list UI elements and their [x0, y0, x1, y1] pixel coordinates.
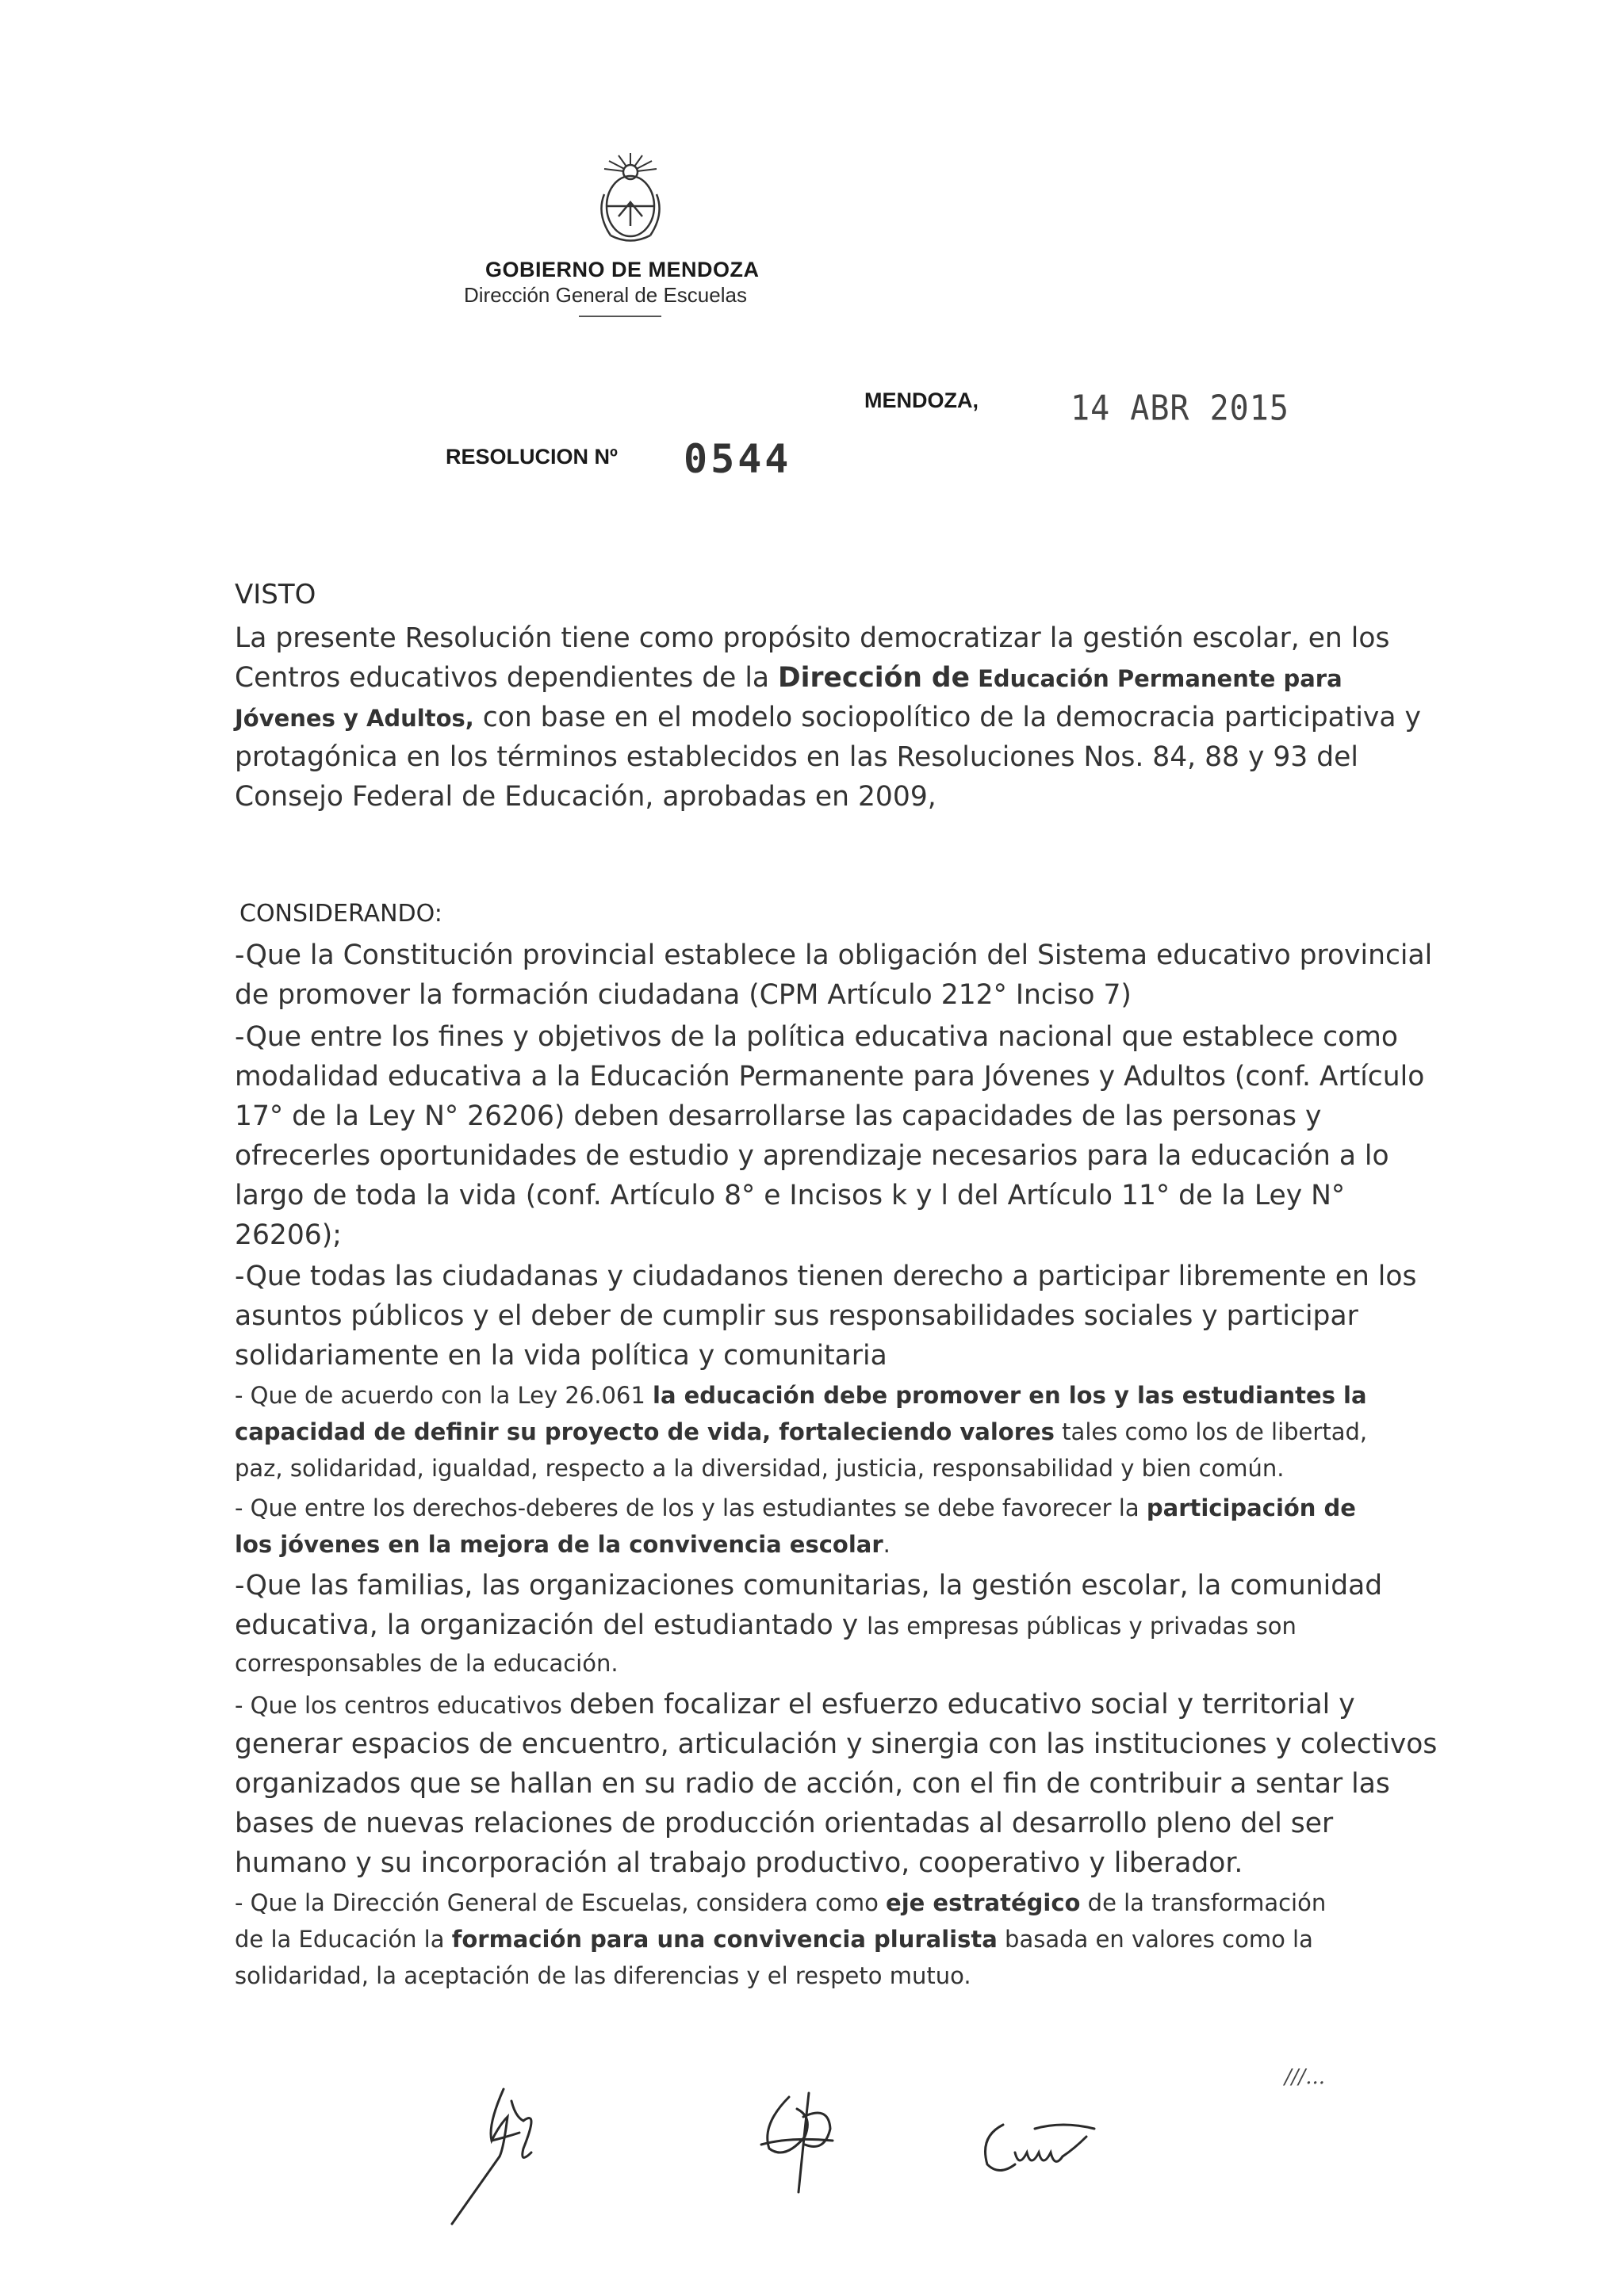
- visto-line-3: Jóvenes y Adultos, con base en el modelo sociopolítico de la democracia participativa y: [235, 702, 1421, 733]
- considerando-p2-line-3: 17° de la Ley N° 26206) deben desarrollarse las capacidades de las personas y: [235, 1100, 1322, 1132]
- place-label: MENDOZA,: [864, 388, 979, 412]
- visto-line-2: Centros educativos dependientes de la Dirección de Educación Permanente para: [235, 662, 1342, 694]
- considerando-p7-line-2: generar espacios de encuentro, articulación y sinergia con las instituciones y colectivos: [235, 1728, 1438, 1760]
- header-divider: [579, 316, 661, 317]
- considerando-p8-line-3: solidaridad, la aceptación de las diferencias y el respeto mutuo.: [235, 1962, 971, 1989]
- considerando-p2-line-6: 26206);: [235, 1219, 342, 1251]
- considerando-p2-line-5: largo de toda la vida (conf. Artículo 8° e Incisos k y l del Artículo 11° de la Ley N°: [235, 1180, 1346, 1211]
- date-stamp: 14 ABR 2015: [1071, 388, 1289, 429]
- considerando-p3-line-1: -Que todas las ciudadanas y ciudadanos tienen derecho a participar libremente en los: [235, 1261, 1417, 1292]
- considerando-heading: CONSIDERANDO:: [239, 900, 442, 928]
- considerando-p2-line-4: ofrecerles oportunidades de estudio y aprendizaje necesarios para la educación a lo: [235, 1140, 1389, 1172]
- considerando-p1-line-2: de promover la formación ciudadana (CPM Artículo 212° Inciso 7): [235, 979, 1132, 1011]
- signature-3: [975, 2109, 1118, 2188]
- considerando-p4-line-2: capacidad de definir su proyecto de vida, fortaleciendo valores tales como los de libertad,: [235, 1418, 1368, 1445]
- resolution-number: 0544: [684, 436, 792, 482]
- visto-heading: VISTO: [235, 579, 316, 610]
- continuation-marker: ///...: [1285, 2065, 1326, 2089]
- considerando-p3-line-3: solidariamente en la vida política y comunitaria: [235, 1340, 887, 1372]
- considerando-p6-line-3: corresponsables de la educación.: [235, 1650, 619, 1677]
- considerando-p4-line-3: paz, solidaridad, igualdad, respecto a la diversidad, justicia, responsabilidad y bien común.: [235, 1455, 1285, 1482]
- considerando-p8-line-1: - Que la Dirección General de Escuelas, considera como eje estratégico de la transformación: [235, 1889, 1327, 1916]
- directorate-name: Dirección General de Escuelas: [464, 283, 747, 307]
- visto-line-4: protagónica en los términos establecidos en las Resoluciones Nos. 84, 88 y 93 del: [235, 741, 1358, 773]
- considerando-p5-line-2: los jóvenes en la mejora de la convivencia escolar.: [235, 1531, 891, 1558]
- considerando-p4-line-1: - Que de acuerdo con la Ley 26.061 la educación debe promover en los y las estudiantes la: [235, 1382, 1367, 1409]
- signature-1: [444, 2077, 571, 2236]
- considerando-p7-line-1: - Que los centros educativos deben focalizar el esfuerzo educativo social y territorial y: [235, 1689, 1355, 1720]
- considerando-p2-line-1: -Que entre los fines y objetivos de la política educativa nacional que establece como: [235, 1021, 1398, 1053]
- considerando-p8-line-2: de la Educación la formación para una convivencia pluralista basada en valores como la: [235, 1926, 1313, 1953]
- government-name: GOBIERNO DE MENDOZA: [485, 258, 760, 281]
- visto-line-5: Consejo Federal de Educación, aprobadas en 2009,: [235, 781, 936, 813]
- considerando-p2-line-2: modalidad educativa a la Educación Permanente para Jóvenes y Adultos (conf. Artículo: [235, 1061, 1425, 1093]
- resolution-label: RESOLUCION Nº: [446, 445, 618, 469]
- considerando-p7-line-5: humano y su incorporación al trabajo productivo, cooperativo y liberador.: [235, 1847, 1243, 1879]
- considerando-p7-line-4: bases de nuevas relaciones de producción orientadas al desarrollo pleno del ser: [235, 1808, 1334, 1839]
- considerando-p7-line-3: organizados que se hallan en su radio de acción, con el fin de contribuir a sentar las: [235, 1768, 1390, 1800]
- considerando-p6-line-1: -Que las familias, las organizaciones comunitarias, la gestión escolar, la comunidad: [235, 1570, 1383, 1601]
- considerando-p6-line-2: educativa, la organización del estudiantado y las empresas públicas y privadas son: [235, 1609, 1297, 1641]
- considerando-p1-line-1: -Que la Constitución provincial establece la obligación del Sistema educativo provincial: [235, 939, 1433, 971]
- considerando-p5-line-1: - Que entre los derechos-deberes de los y las estudiantes se debe favorecer la participación de: [235, 1494, 1356, 1521]
- signature-2: [741, 2081, 860, 2208]
- visto-line-1: La presente Resolución tiene como propósito democratizar la gestión escolar, en los: [235, 622, 1390, 654]
- considerando-p3-line-2: asuntos públicos y el deber de cumplir sus responsabilidades sociales y participar: [235, 1300, 1358, 1332]
- coat-of-arms-icon: [587, 147, 674, 250]
